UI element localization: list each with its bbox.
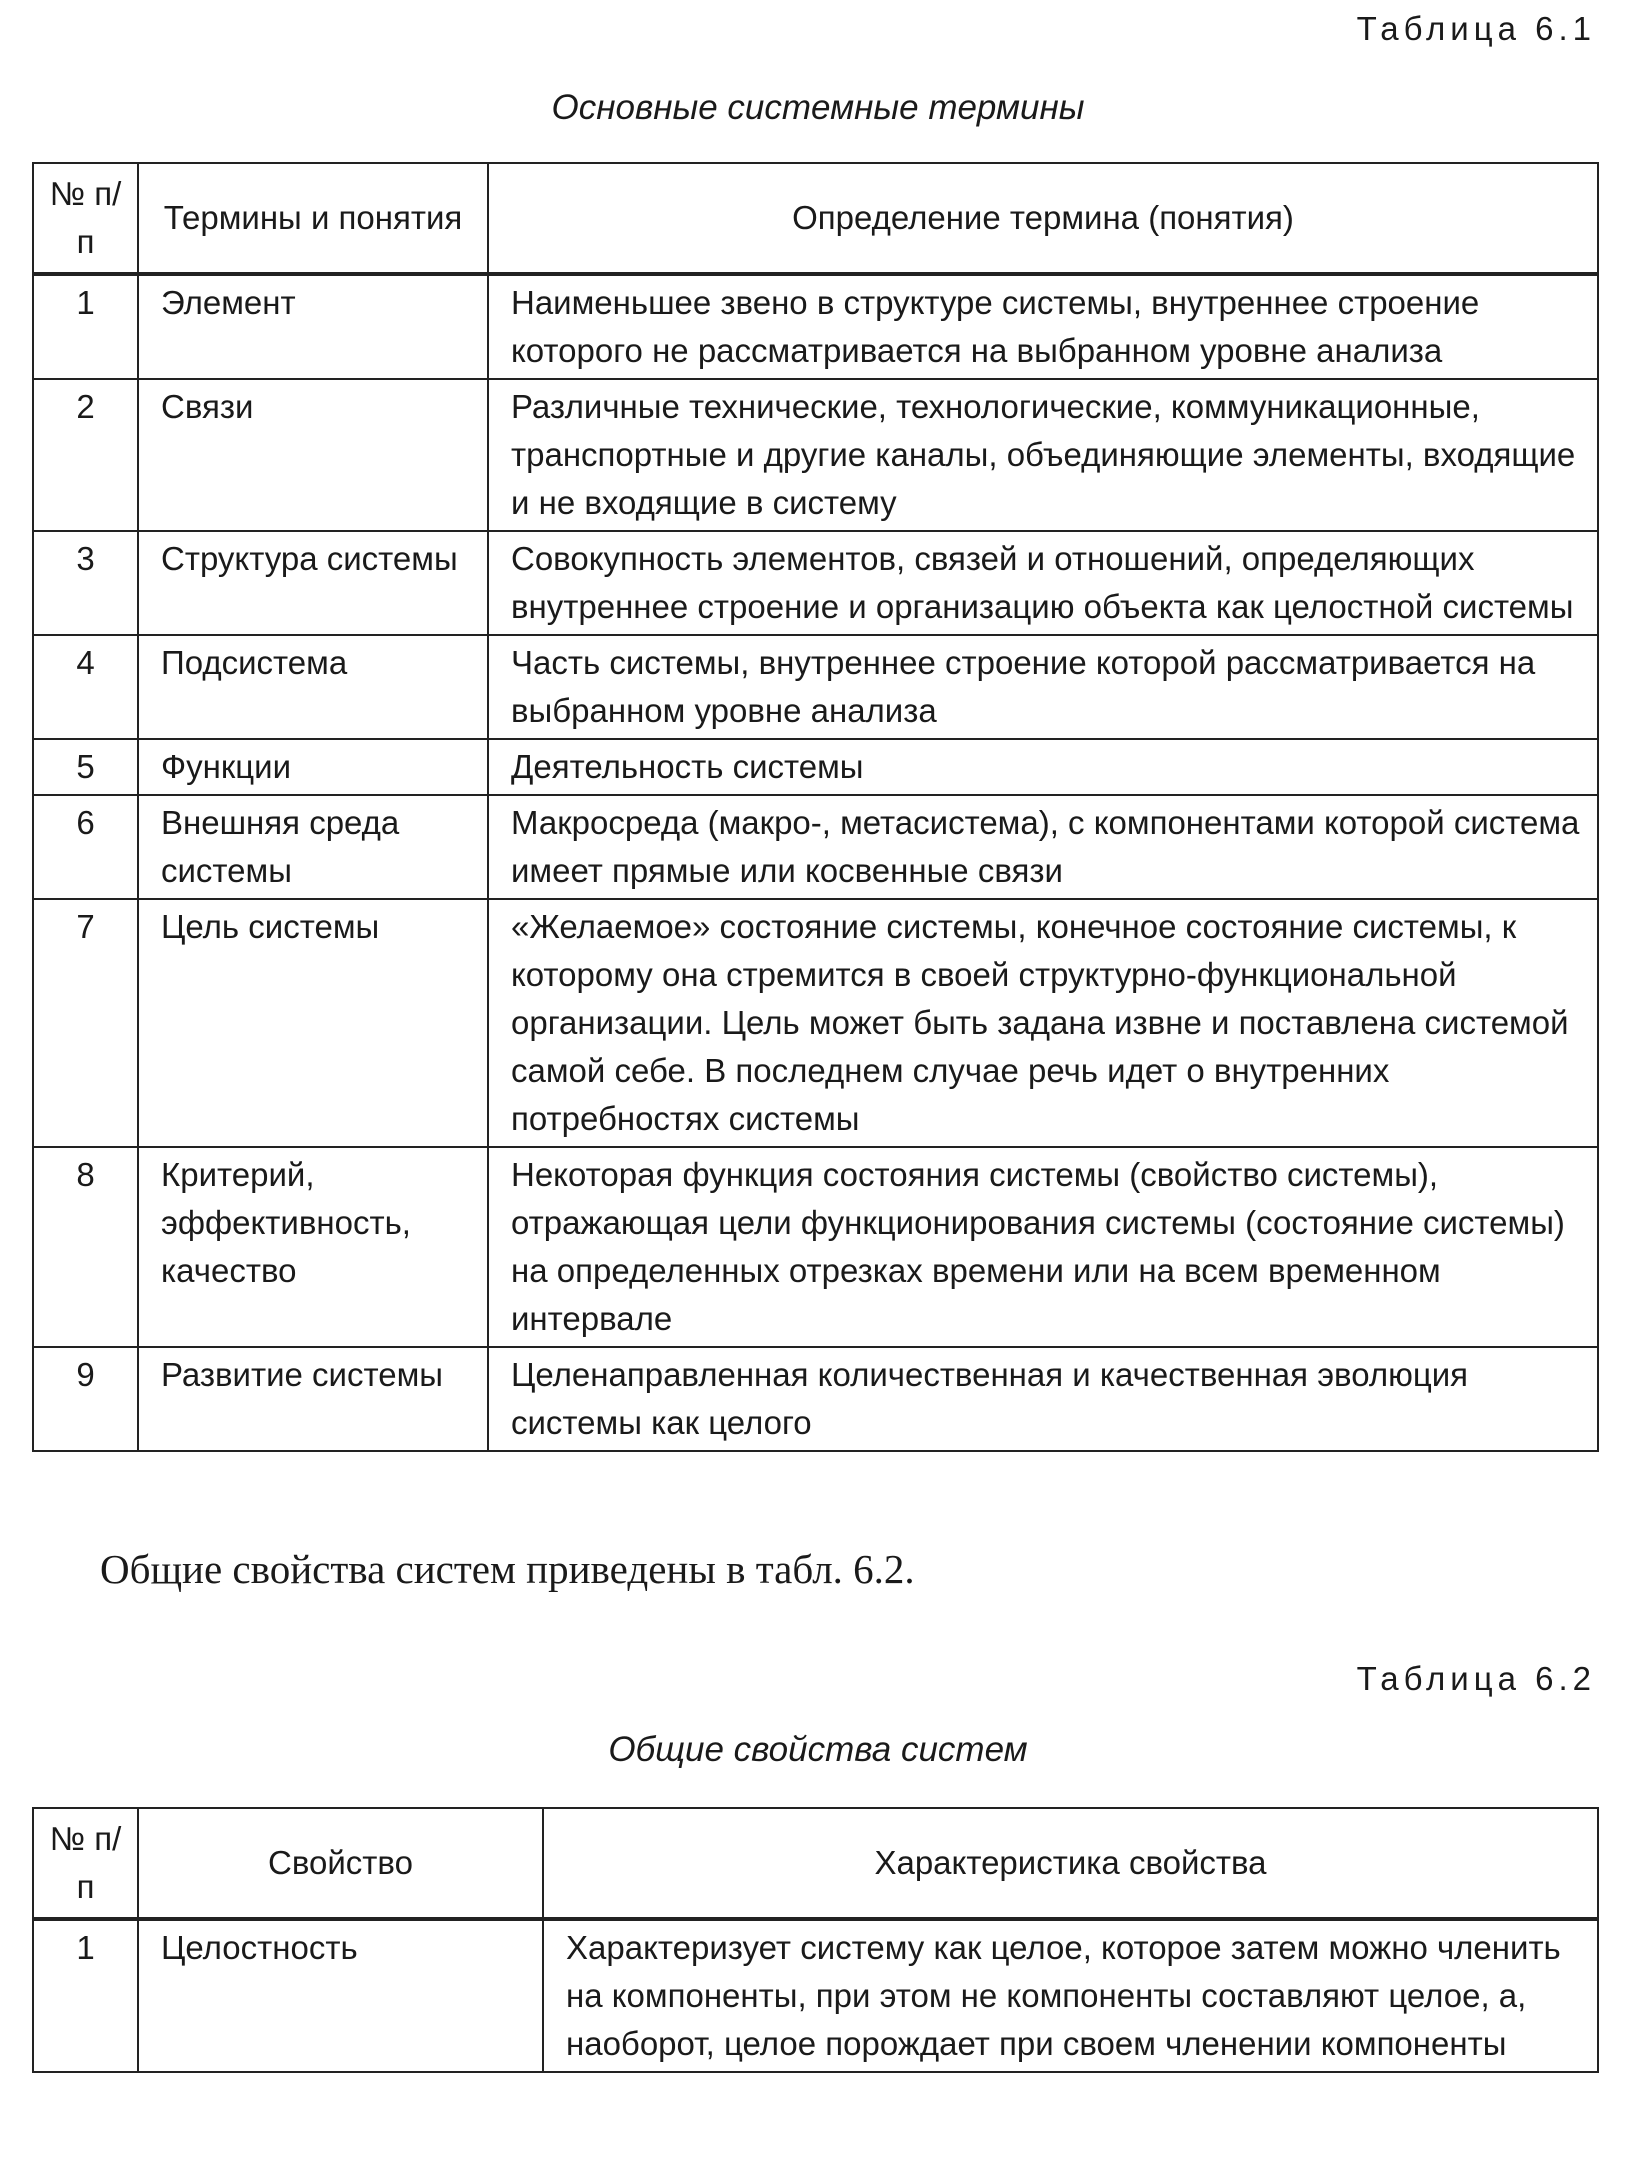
table1-caption: Основные системные термины <box>551 88 1085 127</box>
table-row <box>33 1347 1598 1451</box>
table-row <box>33 635 1598 739</box>
properties-table-header <box>33 1808 1598 1919</box>
row-num: 3 <box>33 531 138 635</box>
table2-caption: Общие свойства систем <box>608 1730 1028 1769</box>
table1-label: Таблица 6.1 <box>1356 10 1596 47</box>
table-row <box>33 1919 1598 2072</box>
row-term: Критерий, эффективность, качество <box>138 1147 488 1347</box>
terms-table <box>32 162 1599 1452</box>
header-property: Свойство <box>138 1808 543 1919</box>
row-definition: Различные технические, технологические, коммуникационные, транспортные и другие каналы, объединяющие элементы, входящие и не входящие в систему <box>488 379 1598 531</box>
row-num: 9 <box>33 1347 138 1451</box>
row-num: 6 <box>33 795 138 899</box>
row-term: Связи <box>138 379 488 531</box>
header-num: № п/п <box>33 163 138 274</box>
row-term: Внешняя среда системы <box>138 795 488 899</box>
table2-label: Таблица 6.2 <box>1356 1660 1596 1697</box>
row-term: Элемент <box>138 274 488 379</box>
table-row <box>33 795 1598 899</box>
table-row <box>33 899 1598 1147</box>
header-term: Термины и понятия <box>138 163 488 274</box>
properties-table <box>32 1807 1599 2073</box>
body-paragraph: Общие свойства систем приведены в табл. 6.2. <box>100 1546 915 1592</box>
header-num: № п/п <box>33 1808 138 1919</box>
row-definition: Наименьшее звено в структуре системы, внутреннее строение которого не рассматривается на выбранном уровне анализа <box>488 274 1598 379</box>
row-num: 2 <box>33 379 138 531</box>
row-definition: Макросреда (макро-, метасистема), с компонентами которой система имеет прямые или косвенные связи <box>488 795 1598 899</box>
row-term: Развитие системы <box>138 1347 488 1451</box>
table-row <box>33 379 1598 531</box>
header-definition: Определение термина (понятия) <box>488 163 1598 274</box>
row-num: 5 <box>33 739 138 795</box>
table-row <box>33 739 1598 795</box>
table-row <box>33 274 1598 379</box>
row-term: Цель системы <box>138 899 488 1147</box>
row-term: Подсистема <box>138 635 488 739</box>
row-num: 8 <box>33 1147 138 1347</box>
row-characteristic: Характеризует систему как целое, которое затем можно членить на компоненты, при этом не компоненты составляют целое, а, наоборот, целое порождает при своем членении компоненты <box>543 1919 1598 2072</box>
row-num: 1 <box>33 1919 138 2072</box>
row-num: 4 <box>33 635 138 739</box>
row-definition: «Желаемое» состояние системы, конечное состояние системы, к которому она стремится в своей структурно-функциональной организации. Цель может быть задана извне и поставлена системой самой себе. В последнем случае речь идет о внутренних потребностях системы <box>488 899 1598 1147</box>
header-characteristic: Характеристика свойства <box>543 1808 1598 1919</box>
row-property: Целостность <box>138 1919 543 2072</box>
row-term: Структура системы <box>138 531 488 635</box>
row-definition: Часть системы, внутреннее строение которой рассматривается на выбранном уровне анализа <box>488 635 1598 739</box>
table-row <box>33 1147 1598 1347</box>
row-term: Функции <box>138 739 488 795</box>
row-num: 1 <box>33 274 138 379</box>
row-num: 7 <box>33 899 138 1147</box>
row-definition: Деятельность системы <box>488 739 1598 795</box>
row-definition: Некоторая функция состояния системы (свойство системы), отражающая цели функционирования системы (состояние системы) на определенных отрезках времени или на всем временном интервале <box>488 1147 1598 1347</box>
row-definition: Целенаправленная количественная и качественная эволюция системы как целого <box>488 1347 1598 1451</box>
terms-table-header <box>33 163 1598 274</box>
table-row <box>33 531 1598 635</box>
row-definition: Совокупность элементов, связей и отношений, определяющих внутреннее строение и организацию объекта как целостной системы <box>488 531 1598 635</box>
